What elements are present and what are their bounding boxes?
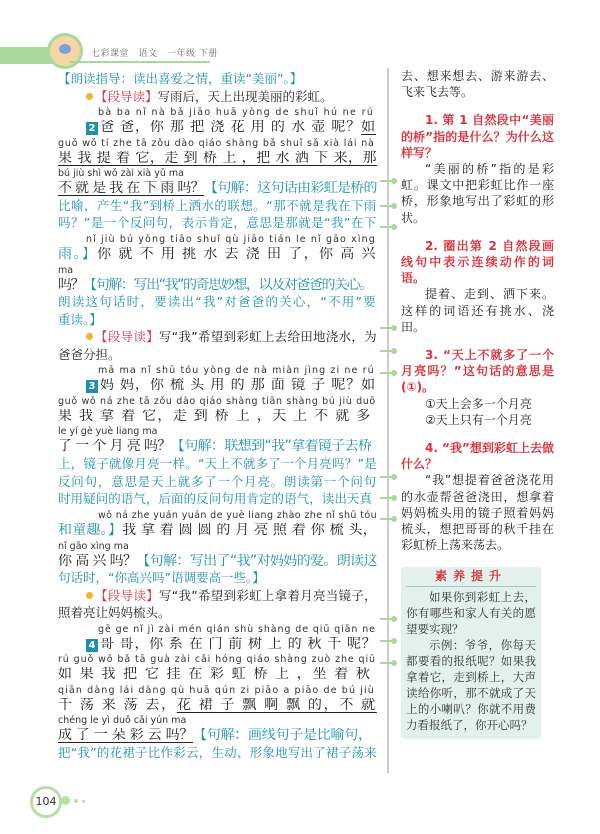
annotation-text: 【句解：写出了“我”对妈妈的爱。朗读这 bbox=[136, 553, 377, 569]
box-example: 示例：爷爷，你每天都要看的报纸呢？如果我拿着它，走到桥上，大声读给你听，那不就成了天上的小喇叭？你就不用费力看报纸了，你开心吗？ bbox=[406, 638, 536, 733]
line-content bbox=[58, 181, 377, 197]
line-content bbox=[58, 311, 102, 329]
section-label: 【段导读】 bbox=[95, 329, 159, 345]
question: 2. 圈出第 2 自然段画线句中表示连续动作的词语。 bbox=[401, 238, 554, 286]
annotation-line bbox=[58, 70, 378, 88]
dot-decoration bbox=[74, 799, 78, 803]
lesson-text-column bbox=[58, 70, 378, 761]
line-content bbox=[58, 569, 265, 587]
annotation-text: 朗读这句话时，要读出“我”对爸爸的关心，“不用”要 bbox=[58, 294, 377, 310]
page-number: 104 bbox=[30, 786, 62, 818]
text-line bbox=[58, 346, 378, 364]
line-content bbox=[58, 554, 377, 570]
bead-connector-icon bbox=[380, 226, 396, 228]
answer: “美丽的桥”指的是彩虹。课文中把彩虹比作一座桥，形象地写出了彩虹的形状。 bbox=[401, 162, 554, 225]
text-line bbox=[58, 328, 378, 346]
text-segment: 妈 妈，你 梳 头 用 的 那 面 镜 子 呢？如 bbox=[100, 378, 377, 394]
annotation-line bbox=[58, 455, 378, 473]
mascot-icon bbox=[47, 33, 83, 69]
text-segment: guǒ wǒ tí zhe tā zǒu dào qiáo shàng bǎ shuǐ sǎ xià lái nà bbox=[58, 137, 375, 149]
text-segment: 千 荡 来 荡 去， bbox=[58, 697, 177, 713]
question: 4. “我”想到彩虹上去做什么？ bbox=[401, 441, 554, 472]
annotation-text: 【句解：这句话由彩虹是桥的 bbox=[203, 181, 377, 197]
text-line bbox=[58, 698, 378, 714]
annotation-text: 重读。】 bbox=[58, 311, 102, 327]
line-content bbox=[58, 744, 377, 762]
text-line bbox=[58, 587, 378, 605]
bead-connector-icon bbox=[380, 497, 396, 499]
pinyin-line bbox=[58, 683, 378, 698]
pinyin-line bbox=[58, 166, 378, 181]
line-content bbox=[58, 490, 372, 508]
annotation-text: 句话时，“你高兴吗”语调要高一些。】 bbox=[58, 570, 265, 585]
line-content bbox=[98, 363, 375, 378]
line-content bbox=[58, 667, 372, 683]
sun-bullet-icon bbox=[86, 592, 93, 599]
box-question: 如果你到彩虹上去，你有哪些和家人有关的愿望要实现？ bbox=[406, 590, 536, 637]
section-label: 【段导读】 bbox=[95, 587, 159, 603]
paragraph-number-badge: 4 bbox=[86, 639, 98, 652]
annotation-text: 时用疑问的语气，后面的反问句用肯定的语气，读出天真 bbox=[58, 491, 373, 507]
pinyin-line bbox=[58, 105, 378, 120]
pinyin-line bbox=[58, 652, 378, 667]
annotation-text: 雨。】 bbox=[58, 247, 98, 263]
annotation-text: 把“我”的花裙子比作彩云，生动、形象地写出了裙子荡来 bbox=[58, 744, 377, 760]
bead-connector-icon bbox=[380, 518, 396, 520]
book-title: 七彩课堂 语文 一年级 下册 bbox=[91, 49, 218, 59]
annotation-text: 吗？”是一个反问句，表示肯定，意思是那就是“我”在下 bbox=[58, 215, 377, 231]
text-line bbox=[58, 378, 378, 394]
line-content bbox=[58, 455, 377, 473]
line-content bbox=[98, 622, 376, 637]
pinyin-line bbox=[58, 363, 378, 378]
line-content bbox=[86, 88, 333, 106]
line-content bbox=[58, 214, 377, 232]
header-divider bbox=[70, 61, 210, 63]
line-content bbox=[58, 197, 377, 215]
text-line bbox=[58, 247, 378, 263]
text-segment: guǒ wǒ ná zhe tā zǒu dào qiáo shàng tiān shàng bú jiù duō bbox=[58, 395, 376, 407]
pinyin-line bbox=[58, 713, 378, 728]
question: 1. 第 1 自然段中“美丽的桥”指的是什么？为什么这样写？ bbox=[401, 113, 554, 160]
bead-connector-icon bbox=[380, 640, 396, 642]
annotation-line bbox=[58, 490, 378, 508]
paragraph-number-badge: 2 bbox=[86, 122, 98, 135]
text-segment: nǐ jiù bú yòng tiāo shuǐ qù jiāo tián le nǐ gāo xìng bbox=[86, 234, 376, 246]
text-segment: nǐ gāo xìng ma bbox=[58, 540, 129, 552]
text-segment: 你 就 不 用 挑 水 去 浇 田 了，你 高 兴 bbox=[97, 247, 377, 263]
line-content bbox=[58, 346, 121, 364]
annotation-line bbox=[58, 293, 378, 311]
line-content bbox=[86, 637, 376, 653]
text-segment: 哥 哥，你 系 在 门 前 树 上 的 秋 千 呢？ bbox=[100, 636, 377, 652]
box-title: 素养提升 bbox=[406, 567, 536, 587]
pinyin-line bbox=[58, 539, 378, 554]
annotation-line bbox=[58, 744, 378, 762]
pinyin-line bbox=[58, 263, 378, 278]
line-content bbox=[58, 394, 376, 409]
text-segment: 写雨后，天上出现美丽的彩虹。 bbox=[157, 88, 333, 104]
bead-connector-icon bbox=[380, 662, 396, 664]
text-line bbox=[58, 120, 378, 136]
section-label: 【段导读】 bbox=[95, 88, 158, 104]
line-content bbox=[58, 539, 129, 554]
text-segment: 爸 爸，你 那 把 浇 花 用 的 水 壶 呢？ bbox=[100, 120, 362, 136]
text-segment: 花 裙 子 飘 啊 飘 的，不 就 bbox=[176, 697, 377, 713]
text-segment: 如 果 我 把 它 挂 在 彩 虹 桥 上 ，坐 着 秋 bbox=[58, 667, 372, 683]
text-segment: 果 我 提 着 它，走 到 桥 上 ，把 水 洒 下 来，那 bbox=[58, 150, 377, 166]
answer: 提着、走到、洒下来。这样的词语还有挑水、浇田。 bbox=[401, 287, 554, 334]
pinyin-line bbox=[58, 232, 378, 247]
text-segment: 写“我”希望到彩虹上去给田地浇水，为 bbox=[158, 329, 377, 345]
text-segment: rú guǒ wǒ bǎ tā guà zài cǎi hóng qiáo shàng zuò zhe qiū bbox=[58, 654, 376, 666]
annotation-text: 【朗读指导：读出喜爱之情，重读“美丽”。】 bbox=[58, 71, 303, 86]
line-content bbox=[58, 166, 184, 181]
text-line bbox=[58, 604, 378, 622]
dot-decoration bbox=[82, 800, 85, 803]
line-content bbox=[86, 328, 377, 346]
text-segment: 成 了 一 朵 彩 云 吗？ bbox=[58, 728, 194, 744]
line-content bbox=[58, 652, 376, 667]
pinyin-line bbox=[58, 136, 378, 151]
annotation-text: 上，镜子就像月亮一样。“天上不就多了一个月亮吗？”是 bbox=[58, 455, 377, 471]
annotation-text: 反问句，意思是天上就多了一个月亮。朗读第一个问句 bbox=[58, 473, 377, 489]
text-segment: 果 我 拿 着 它，走 到 桥 上 ，天 上 不 就 多 bbox=[58, 408, 372, 424]
sun-bullet-icon bbox=[86, 93, 93, 100]
pinyin-line bbox=[58, 424, 378, 439]
line-content bbox=[58, 263, 73, 278]
sun-bullet-icon bbox=[86, 333, 93, 340]
line-content bbox=[58, 278, 372, 294]
exercise-column bbox=[401, 68, 554, 739]
annotation-text: 和童趣。】 bbox=[58, 523, 123, 538]
line-content bbox=[58, 604, 171, 622]
text-segment: 爸爸分担。 bbox=[58, 346, 121, 362]
option: ①天上会多一个月亮 bbox=[425, 396, 532, 411]
text-segment: wǒ ná zhe yuán yuán de yuè liang zhào zhe nǐ shū tóu bbox=[98, 510, 377, 521]
text-line bbox=[58, 88, 378, 106]
pinyin-line bbox=[58, 508, 378, 523]
line-content bbox=[58, 247, 377, 263]
text-line bbox=[58, 151, 378, 167]
text-segment: 我 拿 着 圆 圆 的 月 亮 照 着 你 梳 头， bbox=[122, 523, 377, 538]
text-line bbox=[58, 523, 378, 539]
bead-connector-icon bbox=[380, 350, 396, 352]
text-line bbox=[58, 728, 378, 744]
line-content bbox=[58, 728, 372, 744]
continuation-text: 去、想来想去、游来游去、飞来飞去等。 bbox=[401, 69, 554, 100]
text-segment: 不 就 是 我 在 下 雨 吗？ bbox=[58, 181, 204, 197]
text-segment: bú jiù shì wǒ zài xià yǔ ma bbox=[58, 168, 184, 180]
text-segment: mā ma nǐ shū tóu yòng de nà miàn jìng zi ne rú bbox=[98, 365, 375, 377]
text-segment: bà ba nǐ nà bǎ jiāo huā yòng de shuǐ hú ne rú bbox=[98, 107, 375, 119]
text-segment: 你 高 兴 吗？ bbox=[58, 553, 137, 569]
line-content bbox=[98, 508, 377, 523]
line-content bbox=[58, 473, 377, 491]
text-line bbox=[58, 554, 378, 570]
line-content bbox=[58, 698, 377, 714]
text-segment: ma bbox=[58, 264, 74, 276]
text-line bbox=[58, 439, 378, 455]
text-segment: chéng le yì duǒ cǎi yún ma bbox=[58, 715, 187, 727]
line-content bbox=[58, 70, 302, 88]
text-segment: gē ge nǐ jì zài mén qián shù shàng de qiū qiān ne bbox=[98, 623, 376, 635]
text-segment: qiān dàng lái dàng qù huā qún zi piāo a piāo de bú jiù bbox=[58, 684, 375, 696]
annotation-text: 【句解：写出“我”的奇思妙想，以及对爸爸的关心。 bbox=[83, 277, 372, 293]
text-line bbox=[58, 278, 378, 294]
annotation-line bbox=[58, 311, 378, 329]
line-content bbox=[58, 293, 377, 311]
line-content bbox=[86, 232, 376, 247]
line-content bbox=[58, 713, 186, 728]
paragraph-number-badge: 3 bbox=[86, 380, 98, 393]
line-content bbox=[86, 587, 377, 605]
text-segment: 写“我”希望到彩虹上拿着月亮当镜子， bbox=[158, 587, 377, 603]
annotation-text: 【句解：联想到“我”拿着镜子去桥 bbox=[170, 439, 372, 455]
annotation-text: 【句解：画线句子是比喻句， bbox=[193, 728, 372, 744]
line-content bbox=[86, 120, 376, 136]
bead-connector-icon bbox=[380, 205, 396, 207]
bead-connector-icon bbox=[380, 476, 396, 478]
text-line bbox=[58, 181, 378, 197]
text-segment: 了 一 个 月 亮 吗？ bbox=[58, 439, 171, 455]
line-content bbox=[58, 683, 375, 698]
line-content bbox=[86, 378, 376, 394]
text-line bbox=[58, 409, 378, 425]
option: ②天上只有一个月亮 bbox=[425, 412, 532, 427]
line-content bbox=[58, 409, 372, 425]
text-segment: 吗？ bbox=[58, 277, 84, 293]
text-segment: 如 bbox=[361, 120, 377, 136]
line-content bbox=[58, 424, 157, 439]
line-content bbox=[58, 439, 371, 455]
annotation-text: 比喻，产生“我”到桥上洒水的联想。“那不就是我在下雨 bbox=[58, 197, 377, 213]
bead-connector-icon bbox=[380, 618, 396, 620]
line-content bbox=[58, 136, 375, 151]
annotation-line bbox=[58, 569, 378, 587]
literacy-box bbox=[401, 567, 541, 739]
annotation-line bbox=[58, 473, 378, 491]
annotation-line bbox=[58, 214, 378, 232]
text-line bbox=[58, 637, 378, 653]
question: 3. “天上不就多了一个月亮吗？”这句话的意思是(①)。 bbox=[401, 348, 554, 395]
line-content bbox=[98, 105, 374, 120]
annotation-line bbox=[58, 197, 378, 215]
text-segment: le yí gè yuè liang ma bbox=[58, 426, 158, 438]
bead-connector-icon bbox=[380, 372, 396, 374]
column-divider bbox=[387, 68, 389, 773]
text-line bbox=[58, 667, 378, 683]
text-segment: 照着亮让妈妈梳头。 bbox=[58, 605, 171, 621]
line-content bbox=[58, 151, 377, 167]
pinyin-line bbox=[58, 622, 378, 637]
bead-connector-icon bbox=[380, 327, 396, 329]
pinyin-line bbox=[58, 394, 378, 409]
line-content bbox=[58, 523, 377, 539]
answer: “我”想提着爸爸浇花用的水壶帮爸爸浇田，想拿着妈妈梳头用的镜子照着妈妈梳头，想把哥哥的秋千挂在彩虹桥上荡来荡去。 bbox=[401, 473, 554, 553]
dot-decoration bbox=[61, 796, 70, 805]
bead-connector-icon bbox=[380, 180, 396, 182]
